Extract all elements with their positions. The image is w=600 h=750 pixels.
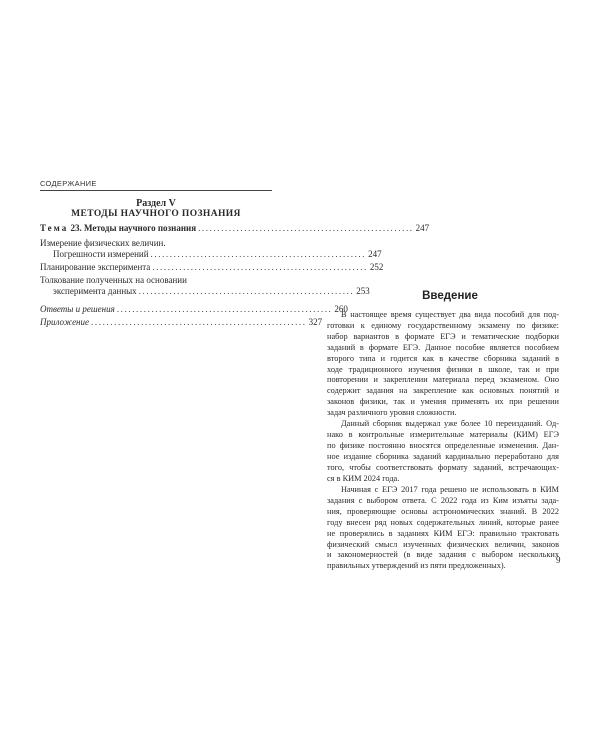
toc-entry-appendix[interactable] bbox=[40, 317, 323, 328]
toc-entry-title: Погрешности измерений bbox=[53, 249, 149, 259]
toc-entry-title: Толкование полученных на основании bbox=[40, 275, 187, 285]
toc-entry-title: Измерение физических величин. bbox=[40, 238, 166, 248]
header-rule bbox=[40, 190, 272, 191]
toc-topic-prefix: Тема bbox=[40, 223, 69, 233]
toc-entry-planning[interactable] bbox=[40, 262, 384, 273]
text-line: содержит задания на закрепление как основных понятий и bbox=[327, 386, 559, 396]
toc-leader-dots: ........................................................ bbox=[152, 262, 368, 272]
text-line: правильных утверждений из пяти предложенных). bbox=[327, 561, 506, 571]
introduction-heading: Введение bbox=[422, 290, 478, 302]
section-title: МЕТОДЫ НАУЧНОГО ПОЗНАНИЯ bbox=[71, 209, 241, 219]
text-line: нако в контрольные измерительные материалы (КИМ) ЕГЭ bbox=[327, 429, 559, 439]
text-line: того, чтобы соответствовать формату заданий, встречающих- bbox=[327, 462, 559, 472]
text-line: ное издание сборника заданий кардинально переработано для bbox=[327, 451, 559, 461]
toc-leader-dots: ........................................................ bbox=[138, 286, 355, 296]
text-line: и закономерностей (в виде задания с выбором нескольких bbox=[327, 550, 559, 560]
toc-entry-title: Планирование эксперимента bbox=[40, 262, 151, 272]
toc-page-number: 260 bbox=[334, 304, 348, 314]
page-number: 9 bbox=[556, 555, 561, 565]
text-line: задания с выбором ответа. С 2022 года из Ким изъяты зада- bbox=[327, 495, 559, 505]
text-line: В настоящее время существует два вида пособий для под- bbox=[341, 310, 559, 319]
toc-leader-dots: ........................................................ bbox=[116, 304, 333, 314]
toc-entry-interpretation-data[interactable] bbox=[53, 286, 370, 297]
toc-entry-interpretation-line1[interactable] bbox=[40, 275, 272, 286]
intro-paragraph-2 bbox=[327, 419, 559, 484]
toc-entry-title: эксперимента данных bbox=[53, 286, 137, 296]
text-line: ходе традиционного изучения физики в школе, так и при bbox=[327, 364, 559, 374]
text-line: ния, проверяющие основы астрономических знаний. В 2022 bbox=[327, 506, 559, 516]
toc-entry-title: Приложение bbox=[40, 317, 90, 327]
text-line: Данный сборник выдержал уже более 10 переизданий. Од- bbox=[341, 419, 559, 428]
toc-entry-title: Ответы и решения bbox=[40, 304, 115, 314]
toc-entry-answers[interactable] bbox=[40, 304, 348, 315]
text-line: ся в КИМ 2024 года. bbox=[327, 473, 400, 483]
intro-paragraph-3 bbox=[327, 485, 559, 572]
toc-page-number: 253 bbox=[356, 286, 370, 296]
text-line: заданий в формате ЕГЭ. Данное пособие является пособием bbox=[327, 342, 559, 352]
intro-paragraph-1 bbox=[327, 310, 559, 419]
text-line: набор вариантов в формате ЕГЭ и тематические подборки bbox=[327, 331, 559, 341]
text-line: законов физики, так и умения применять их при решении bbox=[327, 397, 559, 407]
text-line: готовки к единому государственному экзамену по физике: bbox=[327, 320, 559, 330]
toc-topic-title: Методы научного познания bbox=[83, 223, 197, 233]
text-line: физический смысл изученных физических величин, законов bbox=[327, 539, 559, 549]
toc-entry-title bbox=[40, 223, 196, 234]
toc-leader-dots: ........................................................ bbox=[150, 249, 367, 259]
toc-entry-topic-23[interactable] bbox=[40, 223, 430, 234]
text-line: по физике постоянно вносятся определенные изменения. Дан- bbox=[327, 440, 559, 450]
right-page bbox=[300, 0, 600, 750]
toc-leader-dots: ........................................................ bbox=[198, 223, 414, 233]
toc-page-number: 327 bbox=[308, 317, 323, 327]
text-line: году внесен ряд новых содержательных линий, которые ранее bbox=[327, 517, 559, 527]
running-head: СОДЕРЖАНИЕ bbox=[40, 179, 97, 188]
toc-entry-measurement-errors[interactable] bbox=[53, 249, 382, 260]
toc-page-number: 252 bbox=[369, 262, 384, 272]
text-line: Начиная с ЕГЭ 2017 года решено не использовать в КИМ bbox=[341, 485, 559, 494]
toc-topic-number: 23. bbox=[70, 223, 82, 233]
text-line: задач различного уровня сложности. bbox=[327, 408, 457, 418]
toc-page-number: 247 bbox=[368, 249, 382, 259]
toc-leader-dots: ........................................................ bbox=[91, 317, 307, 327]
text-line: не проверялись в заданиях КИМ ЕГЭ: правильно трактовать bbox=[327, 528, 559, 538]
toc-page-number: 247 bbox=[415, 223, 430, 233]
text-line: второго типа и годится как в качестве сборника заданий в bbox=[327, 353, 559, 363]
text-line: повторении и закреплении материала перед экзаменом. Оно bbox=[327, 375, 559, 385]
section-label: Раздел V bbox=[136, 198, 176, 209]
toc-entry-measurement-line1[interactable] bbox=[40, 238, 272, 249]
